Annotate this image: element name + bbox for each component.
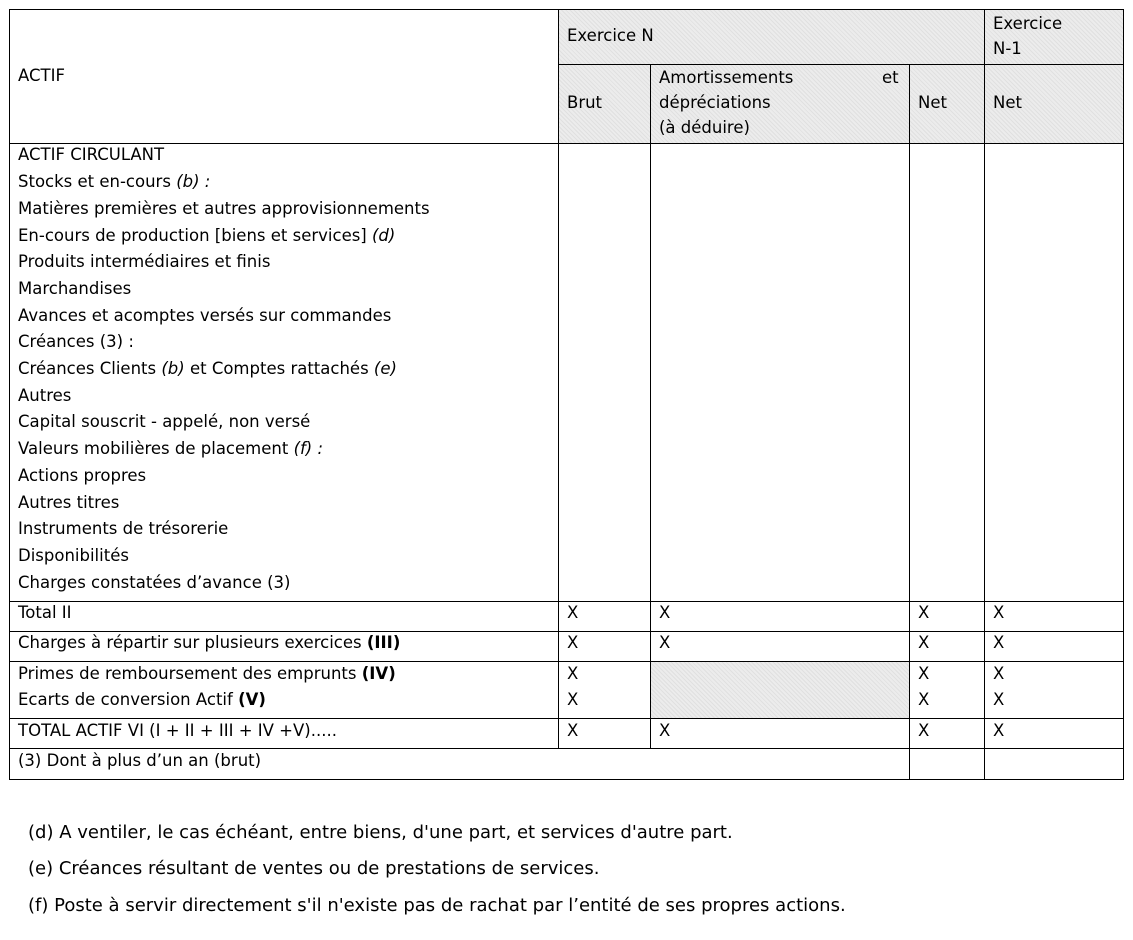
primes-brut: X [567, 664, 579, 683]
footnote-d: (d) A ventiler, le cas échéant, entre biens, d'une part, et services d'autre part. [28, 822, 733, 843]
charges-repartir-net-n1: X [993, 633, 1005, 652]
header-exercice-n1: Exercice [993, 14, 1063, 33]
primes-net-n1: X [993, 664, 1005, 683]
line-actions-propres: Actions propres [18, 466, 147, 485]
line-charges-constatees: Charges constatées d’avance (3) [18, 573, 291, 592]
header-divider [558, 64, 1124, 65]
header-amortissements-et: et [882, 68, 899, 87]
empty-shaded-cell [650, 661, 909, 718]
line-capital-souscrit: Capital souscrit - appelé, non versé [18, 412, 311, 431]
line-instruments: Instruments de trésorerie [18, 519, 229, 538]
primes-label: Primes de remboursement des emprunts (IV) [18, 664, 396, 683]
line-en-cours: En-cours de production [biens et services] (d) [18, 226, 396, 245]
header-exercice-n1-year: N-1 [993, 39, 1022, 58]
dont-plus-un-an-label: (3) Dont à plus d’un an (brut) [18, 751, 262, 770]
total-ii-net-n1: X [993, 603, 1005, 622]
header-net: Net [918, 93, 947, 112]
header-a-deduire: (à déduire) [659, 118, 750, 137]
total-actif-net-n1: X [993, 721, 1005, 740]
line-matieres: Matières premières et autres approvisionnements [18, 199, 430, 218]
table-border-bottom [9, 779, 1124, 780]
charges-repartir-label: Charges à répartir sur plusieurs exercices (III) [18, 633, 401, 652]
line-marchandises: Marchandises [18, 279, 132, 298]
charges-repartir-net: X [918, 633, 930, 652]
table-border-top [9, 9, 1124, 10]
line-creances-clients: Créances Clients (b) et Comptes rattachés (e) [18, 359, 397, 378]
total-actif-label: TOTAL ACTIF VI (I + II + III + IV +V)..... [18, 721, 337, 740]
ecarts-label: Ecarts de conversion Actif (V) [18, 690, 266, 709]
ecarts-brut: X [567, 690, 579, 709]
total-ii-brut: X [567, 603, 579, 622]
primes-net: X [918, 664, 930, 683]
total-actif-amort: X [659, 721, 671, 740]
table-border-left [9, 9, 10, 780]
line-avances: Avances et acomptes versés sur commandes [18, 306, 392, 325]
line-autres: Autres [18, 386, 72, 405]
charges-repartir-brut: X [567, 633, 579, 652]
footnote-f: (f) Poste à servir directement s'il n'existe pas de rachat par l’entité de ses propres actions. [28, 895, 846, 916]
row-rule [9, 631, 1124, 632]
row-rule [9, 748, 1124, 749]
charges-repartir-amort: X [659, 633, 671, 652]
header-actif: ACTIF [18, 66, 65, 85]
total-ii-net: X [918, 603, 930, 622]
col-rule [558, 9, 559, 749]
total-actif-brut: X [567, 721, 579, 740]
col-rule [984, 9, 985, 780]
line-produits: Produits intermédiaires et finis [18, 252, 271, 271]
line-autres-titres: Autres titres [18, 493, 120, 512]
row-rule [9, 661, 1124, 662]
col-rule [909, 64, 910, 780]
ecarts-net: X [918, 690, 930, 709]
line-creances: Créances (3) : [18, 332, 134, 351]
row-rule [9, 718, 1124, 719]
row-rule [9, 601, 1124, 602]
footnote-e: (e) Créances résultant de ventes ou de prestations de services. [28, 858, 600, 879]
header-amortissements: Amortissements [659, 68, 794, 87]
total-ii-amort: X [659, 603, 671, 622]
line-disponibilites: Disponibilités [18, 546, 129, 565]
header-net-n1: Net [993, 93, 1022, 112]
col-rule [650, 64, 651, 749]
total-actif-net: X [918, 721, 930, 740]
line-stocks: Stocks et en-cours (b) : [18, 172, 211, 191]
header-bottom-rule [9, 143, 1124, 144]
table-border-right [1123, 9, 1124, 780]
line-actif-circulant: ACTIF CIRCULANT [18, 145, 165, 164]
header-brut: Brut [567, 93, 603, 112]
line-vmp: Valeurs mobilières de placement (f) : [18, 439, 324, 458]
header-depreciations: dépréciations [659, 93, 771, 112]
header-exercice-n: Exercice N [567, 26, 654, 45]
total-ii-label: Total II [18, 603, 72, 622]
ecarts-net-n1: X [993, 690, 1005, 709]
